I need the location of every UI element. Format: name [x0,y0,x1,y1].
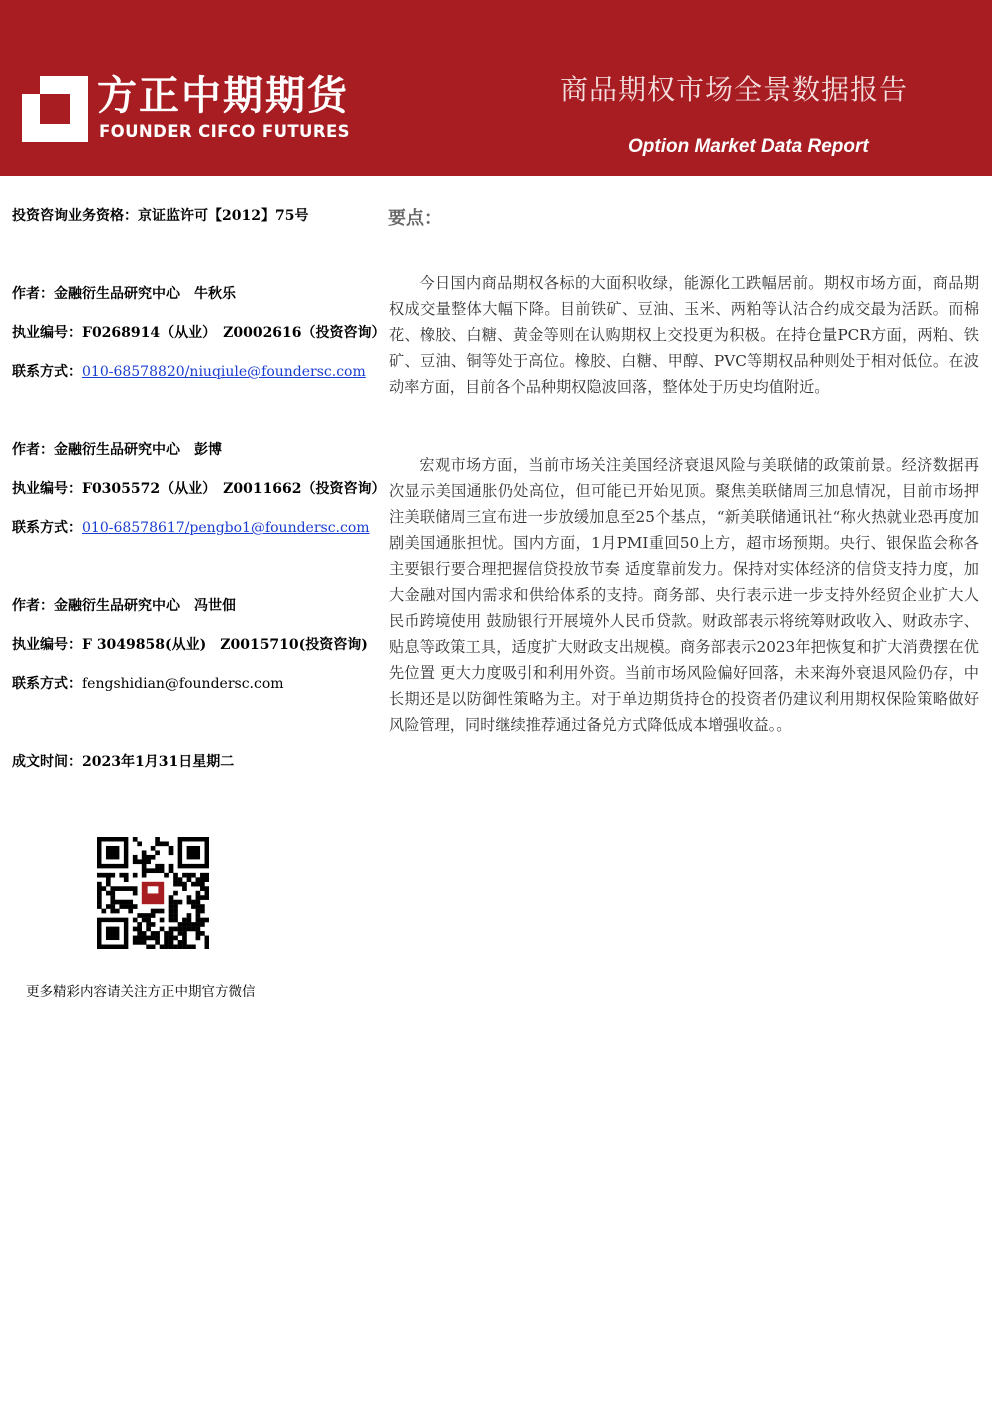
contact-label: 联系方式： [12,520,82,536]
report-title-chinese: 商品期权市场全景数据报告 [560,73,909,106]
author-1-contact [12,362,366,382]
author-1-contact-link[interactable]: 010-68578820/niuqiule@foundersc.com [82,364,366,380]
author-3-cert: 执业编号：F 3049858(从业) Z0015710(投资咨询) [12,637,368,653]
author-2-cert: 执业编号：F0305572（从业） Z0011662（投资咨询） [12,481,386,497]
company-logo-icon [22,76,88,142]
qr-caption: 更多精彩内容请关注方正中期官方微信 [26,984,256,1000]
contact-label: 联系方式： [12,676,82,692]
report-date: 成文时间：2023年1月31日星期二 [12,754,235,770]
header-banner [0,0,992,176]
report-title-english: Option Market Data Report [628,136,869,157]
key-points-heading: 要点： [388,208,442,229]
author-2-line: 作者：金融衍生品研究中心 彭博 [12,442,222,458]
author-2-contact-link[interactable]: 010-68578617/pengbo1@foundersc.com [82,520,370,536]
logo-chinese-name: 方正中期期货 [97,73,349,119]
key-points-paragraph-2: 宏观市场方面，当前市场关注美国经济衰退风险与美联储的政策前景。经济数据再次显示美国通胀仍处高位，但可能已开始见顶。聚焦美联储周三加息情况，目前市场押注美联储周三宣布进一步放缓加息至25个基点，“新美联储通讯社“称火热就业恐再度加剧美国通胀担忧。国内方面，1月PMI重回50上方，超市场预期。央行、银保监会称各主要银行要合理把握信贷投放节奏 适度靠前发力。保持对实体经济的信贷支持力度，加大金融对国内需求和供给体系的支持。商务部、央行表示进一步支持外经贸企业扩大人民币跨境使用 鼓励银行开展境外人民币贷款。财政部表示将统筹财政收入、财政赤字、贴息等政策工具，适度扩大财政支出规模。商务部表示2023年把恢复和扩大消费摆在优先位置 更大力度吸引和利用外资。当前市场风险偏好回落，未来海外衰退风险仍存，中长期还是以防御性策略为主。对于单边期货持仓的投资者仍建议利用期权保险策略做好风险管理，同时继续推荐通过备兑方式降低成本增强收益。。 [389,456,979,734]
key-points-paragraph-1: 今日国内商品期权各标的大面积收绿，能源化工跌幅居前。期权市场方面，商品期权成交量整体大幅下降。目前铁矿、豆油、玉米、两粕等认沽合约成交最为活跃。而棉花、橡胶、白糖、黄金等则在认购期权上交投更为积极。在持仓量PCR方面，两粕、铁矿、豆油、铜等处于高位。橡胶、白糖、甲醇、PVC等期权品种则处于相对低位。在波动率方面，目前各个品种期权隐波回落，整体处于历史均值附近。 [389,274,979,396]
author-3-contact [12,674,284,694]
contact-label: 联系方式： [12,364,82,380]
wechat-qr-code-icon[interactable] [97,837,209,949]
author-1-cert: 执业编号：F0268914（从业） Z0002616（投资咨询） [12,325,386,341]
license-line: 投资咨询业务资格：京证监许可【2012】75号 [12,208,309,224]
logo-english-name: FOUNDER CIFCO FUTURES [99,122,350,141]
author-3-contact-email: fengshidian@foundersc.com [82,676,284,692]
author-2-contact [12,518,370,538]
author-1-line: 作者：金融衍生品研究中心 牛秋乐 [12,286,236,302]
author-3-line: 作者：金融衍生品研究中心 冯世佃 [12,598,236,614]
